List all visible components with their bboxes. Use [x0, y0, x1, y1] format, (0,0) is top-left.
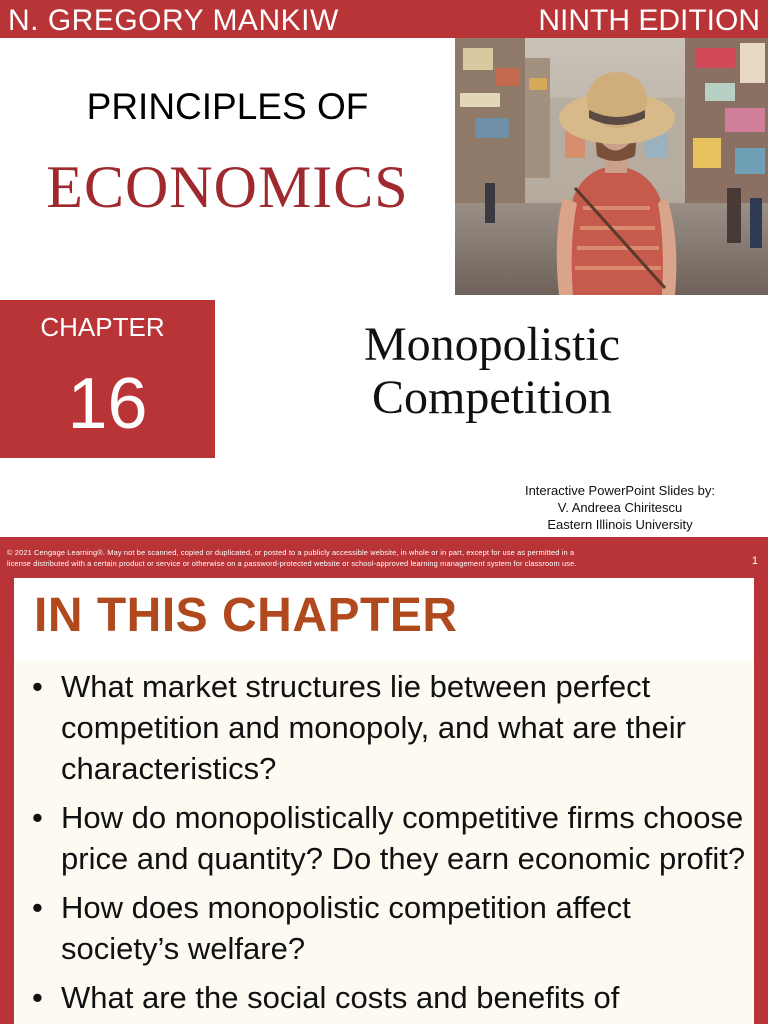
bullet-list [28, 666, 748, 1024]
chapter-title-line2: Competition [372, 371, 612, 424]
bullet-item [28, 887, 748, 969]
slide-title: IN THIS CHAPTER [34, 589, 458, 642]
page-number: 1 [751, 555, 758, 567]
slide-content-area [14, 578, 754, 1024]
chapter-number: 16 [67, 364, 148, 444]
copyright-line: license distributed with a certain product or service or otherwise on a password-protected website or school-approved learning management system for classroom use. [7, 559, 577, 568]
chapter-label: CHAPTER [40, 312, 165, 342]
bullet-text: What market structures lie between perfect competition and monopoly, and what are their characteristics? [61, 669, 686, 786]
credits-line: Interactive PowerPoint Slides by: [524, 483, 716, 498]
bullet-text: What are the social costs and benefits of [61, 980, 620, 1015]
bullet-icon: • [32, 980, 43, 1015]
author-name: N. GREGORY MANKIW [8, 4, 339, 37]
copyright-line: © 2021 Cengage Learning®. May not be scanned, copied or duplicated, or posted to a publicly accessible website, in whole or in part, except for use as permitted in a [7, 548, 575, 557]
bullet-icon: • [32, 800, 43, 835]
credits-line: Eastern Illinois University [547, 517, 693, 532]
chapter-box [0, 300, 215, 458]
cover-photo [455, 38, 768, 295]
slide-header [14, 578, 754, 660]
book-title-line2: ECONOMICS [46, 154, 409, 220]
copyright-text [7, 547, 727, 569]
street-market-photo [455, 38, 768, 295]
slide-credits [470, 482, 768, 533]
bullet-text: How does monopolistic competition affect society’s welfare? [61, 890, 631, 966]
edition-label: NINTH EDITION [538, 4, 760, 37]
bullet-item [28, 797, 748, 879]
book-title-line1: PRINCIPLES OF [86, 86, 369, 127]
credits-line: V. Andreea Chiritescu [557, 500, 683, 515]
bullet-text: How do monopolistically competitive firms choose price and quantity? Do they earn economic profit? [61, 800, 746, 876]
chapter-title-line1: Monopolistic [363, 318, 620, 371]
bullet-icon: • [32, 669, 43, 704]
bullet-item [28, 666, 748, 789]
copyright-bar [0, 537, 768, 578]
bullet-item [28, 977, 748, 1018]
top-banner [0, 0, 768, 38]
chapter-overview-slide [0, 578, 768, 1024]
bullet-icon: • [32, 890, 43, 925]
chapter-title [300, 318, 684, 424]
